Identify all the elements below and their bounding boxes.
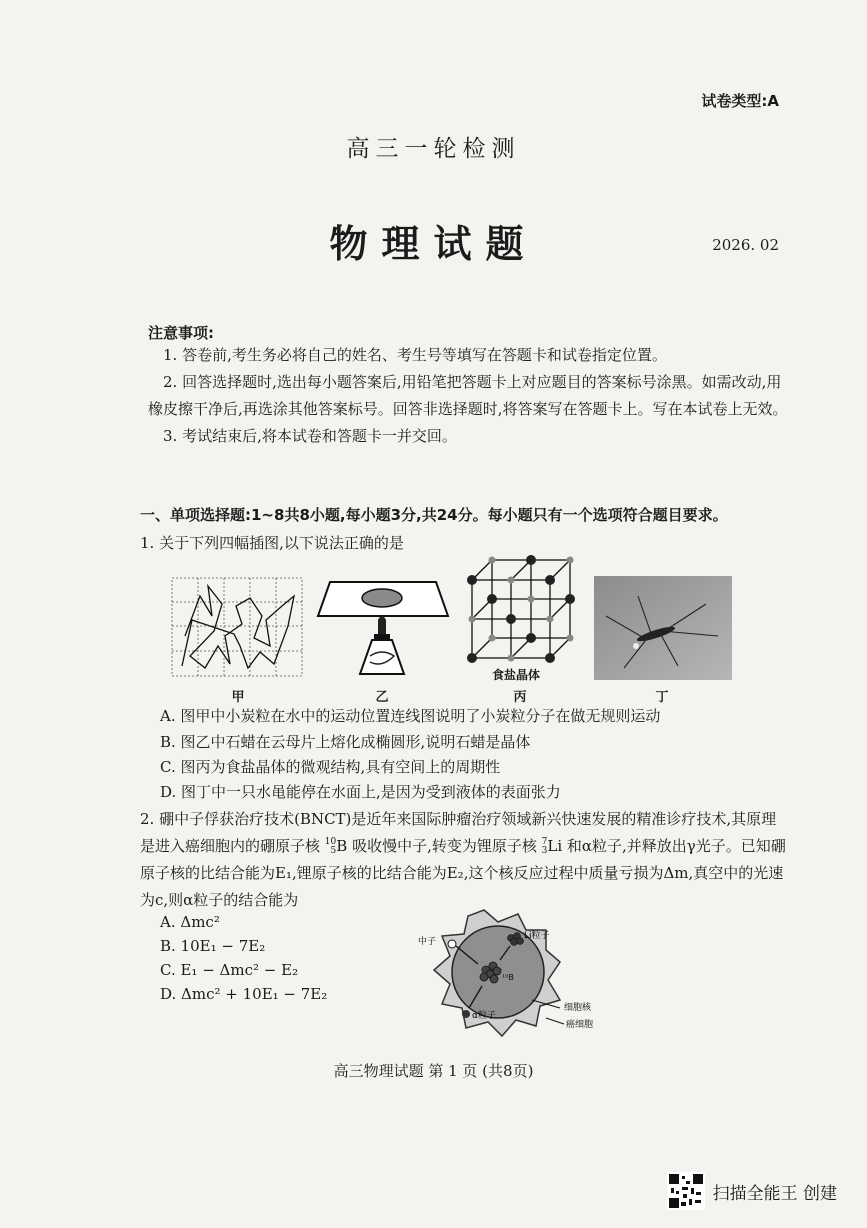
exam-subtitle: 高三一轮检测	[346, 136, 521, 162]
qr-code-icon	[667, 1172, 705, 1210]
q1-option-c: C. 图丙为食盐晶体的微观结构,具有空间上的周期性	[160, 758, 501, 776]
boron-symbol: B	[336, 837, 348, 855]
paper-type: 试卷类型:A	[701, 92, 779, 110]
q2-option-b: B. 10E₁ − 7E₂	[160, 937, 266, 955]
alpha-particle-label: α粒子	[472, 1011, 496, 1021]
q2-option-a: A. Δmc²	[160, 913, 220, 931]
q1-option-b: B. 图乙中石蜡在云母片上熔化成椭圆形,说明石蜡是晶体	[160, 733, 531, 751]
note-item: 2. 回答选择题时,选出每小题答案后,用铅笔把答题卡上对应题目的答案标号涂黑。如需改动,用橡皮擦干净后,再选涂其他答案标号。回答非选择题时,将答案写在答题卡上。写在本试卷上无效。	[148, 373, 788, 418]
notes-list	[148, 342, 788, 450]
exam-date: 2026. 02	[712, 236, 779, 254]
q2-stem-part3: 和α粒子,并释放出γ光子。已知硼原子核的比结合能为E₁,锂原子核的比结合能为E₂,这个核反应过程中质量亏损为Δm,真空中的光速为c,则α粒子的结合能为	[140, 837, 786, 909]
boron-mass-number: 10	[324, 837, 337, 847]
q2-stem-part1: 2. 硼中子俘获治疗技术(BNCT)是近年来国际肿瘤治疗领域新兴快速发展的精准诊疗技术,其原理是进入癌细胞内的硼原子核	[140, 810, 777, 855]
brownian-motion-figure	[170, 576, 306, 680]
q2-option-c: C. E₁ − Δmc² − E₂	[160, 961, 299, 979]
note-item: 3. 考试结束后,将本试卷和答题卡一并交回。	[163, 427, 457, 445]
q2-option-d: D. Δmc² + 10E₁ − 7E₂	[160, 985, 328, 1003]
cancer-cell-label: 癌细胞	[566, 1020, 594, 1030]
q2-stem-part2: 吸收慢中子,转变为锂原子核	[352, 837, 537, 855]
lithium-mass-number: 7	[541, 837, 548, 847]
salt-crystal-figure	[462, 550, 578, 668]
exam-title: 物理试题	[329, 221, 538, 266]
question-1-stem: 1. 关于下列四幅插图,以下说法正确的是	[140, 534, 404, 552]
neutron-label: 中子	[418, 937, 437, 947]
figure-label-yi: 乙	[375, 690, 389, 705]
lithium-symbol: Li	[547, 837, 563, 855]
scanner-watermark-text: 扫描全能王 创建	[712, 1183, 837, 1204]
page-footer: 高三物理试题 第 1 页 (共8页)	[333, 1062, 534, 1080]
figure-label-bing: 丙	[513, 690, 527, 705]
scanner-watermark	[667, 1172, 837, 1210]
notes-heading: 注意事项:	[148, 324, 214, 342]
crystal-caption: 食盐晶体	[492, 668, 541, 682]
q1-option-a: A. 图甲中小炭粒在水中的运动位置连线图说明了小炭粒分子在做无规则运动	[160, 707, 661, 725]
mica-flame-figure	[312, 576, 452, 680]
boron-nucleus-label: ¹⁰B	[502, 973, 514, 982]
boron-atomic-number: 5	[330, 846, 337, 856]
figure-label-ding: 丁	[655, 690, 669, 705]
lithium-atomic-number: 3	[541, 846, 548, 856]
note-item: 1. 答卷前,考生务必将自己的姓名、考生号等填写在答题卡和试卷指定位置。	[163, 346, 667, 364]
cell-nucleus-label: 细胞核	[564, 1003, 592, 1013]
li-particle-label: Li粒子	[524, 931, 550, 941]
section-heading: 一、单项选择题:1~8共8小题,每小题3分,共24分。每小题只有一个选项符合题目要求。	[140, 506, 728, 524]
water-strider-figure	[594, 576, 732, 680]
bnct-diagram	[414, 908, 624, 1040]
figure-label-jia: 甲	[231, 690, 245, 705]
question-2-stem	[140, 806, 788, 914]
q1-option-d: D. 图丁中一只水黾能停在水面上,是因为受到液体的表面张力	[160, 783, 561, 801]
